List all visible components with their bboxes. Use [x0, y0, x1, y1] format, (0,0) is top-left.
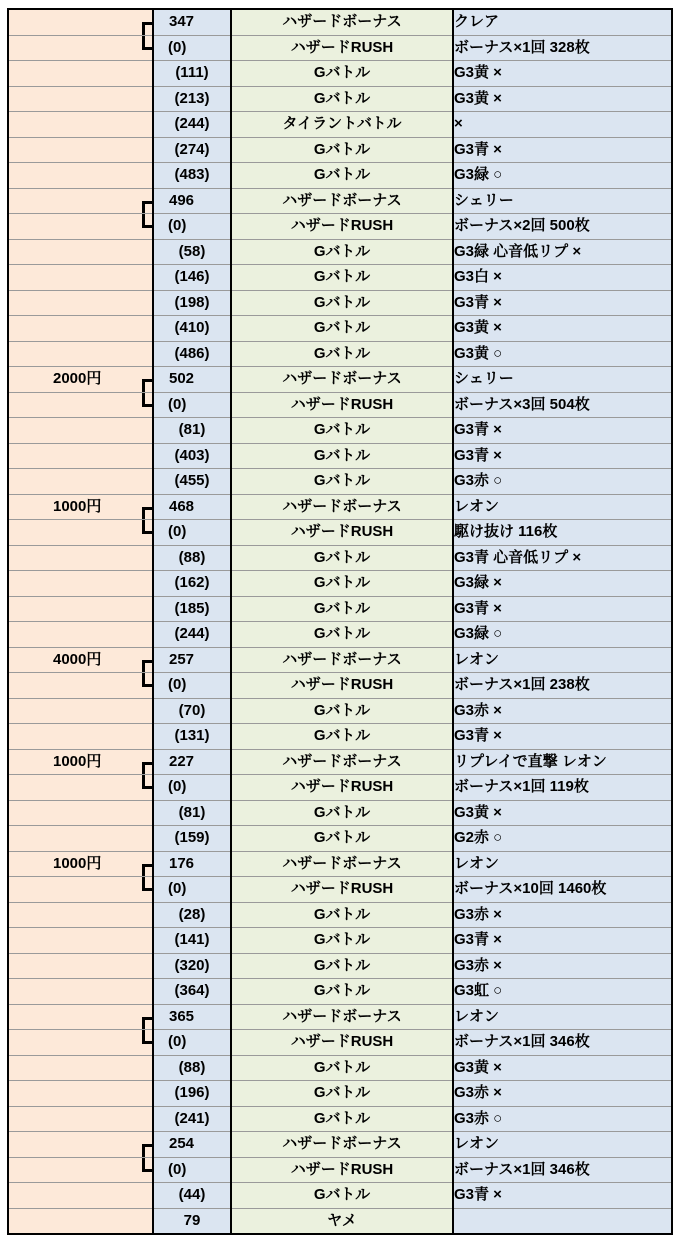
table-row — [8, 1081, 672, 1107]
table-row — [8, 724, 672, 750]
event-cell[interactable]: ハザードボーナス — [231, 9, 453, 35]
invest-amount: 2000円 — [53, 370, 102, 387]
game-count-cell[interactable]: (0) — [153, 214, 231, 240]
game-count-cell[interactable]: (410) — [153, 316, 231, 342]
invest-cell[interactable] — [8, 214, 153, 240]
game-count-cell[interactable]: (185) — [153, 596, 231, 622]
result-cell[interactable]: レオン — [453, 647, 672, 673]
bracket-top — [142, 660, 153, 673]
game-count-cell[interactable]: (162) — [153, 571, 231, 597]
invest-cell[interactable] — [8, 877, 153, 903]
bracket-bot — [142, 35, 153, 50]
invest-cell[interactable] — [8, 265, 153, 291]
result-cell[interactable]: G3虹 ○ — [453, 979, 672, 1005]
event-cell[interactable]: Gバトル — [231, 418, 453, 444]
invest-cell[interactable] — [8, 979, 153, 1005]
game-count-cell[interactable]: (241) — [153, 1106, 231, 1132]
result-cell[interactable]: G3青 心音低リプ × — [453, 545, 672, 571]
result-cell[interactable]: G3赤 × — [453, 698, 672, 724]
result-cell[interactable]: レオン — [453, 1004, 672, 1030]
invest-amount: 1000円 — [53, 752, 102, 770]
event-cell[interactable]: Gバトル — [231, 1055, 453, 1081]
table-row — [8, 622, 672, 648]
result-cell[interactable]: レオン — [453, 494, 672, 520]
invest-cell[interactable] — [8, 1132, 153, 1158]
table-row — [8, 214, 672, 240]
game-count-cell[interactable]: (0) — [153, 1157, 231, 1183]
table-row — [8, 86, 672, 112]
game-count-cell[interactable]: 227 — [153, 749, 231, 775]
result-cell[interactable]: シェリー — [453, 367, 672, 393]
event-cell[interactable]: ハザードボーナス — [231, 851, 453, 877]
game-count-cell[interactable]: (111) — [153, 61, 231, 87]
table-row — [8, 9, 672, 35]
event-cell[interactable]: Gバトル — [231, 290, 453, 316]
result-cell[interactable]: G3赤 × — [453, 902, 672, 928]
invest-cell[interactable] — [8, 1157, 153, 1183]
event-cell[interactable]: Gバトル — [231, 163, 453, 189]
table-row — [8, 392, 672, 418]
result-cell[interactable]: リプレイで直撃 レオン — [453, 749, 672, 775]
event-cell[interactable]: Gバトル — [231, 341, 453, 367]
event-cell[interactable]: Gバトル — [231, 265, 453, 291]
game-count-cell[interactable]: (0) — [153, 673, 231, 699]
invest-cell[interactable] — [8, 239, 153, 265]
invest-cell[interactable] — [8, 86, 153, 112]
event-cell[interactable]: タイラントバトル — [231, 112, 453, 138]
game-count-cell[interactable]: (131) — [153, 724, 231, 750]
bracket-bot — [142, 1030, 153, 1045]
game-count-cell[interactable]: (213) — [153, 86, 231, 112]
invest-cell[interactable] — [8, 928, 153, 954]
invest-cell[interactable] — [8, 800, 153, 826]
invest-cell[interactable] — [8, 673, 153, 699]
invest-cell[interactable] — [8, 494, 153, 520]
result-cell[interactable]: G3青 × — [453, 928, 672, 954]
game-count-cell[interactable]: (44) — [153, 1183, 231, 1209]
invest-cell[interactable] — [8, 647, 153, 673]
table-row — [8, 1208, 672, 1234]
event-cell[interactable]: Gバトル — [231, 316, 453, 342]
table-row — [8, 316, 672, 342]
table-row — [8, 851, 672, 877]
table-row — [8, 673, 672, 699]
event-cell[interactable]: Gバトル — [231, 469, 453, 495]
result-cell[interactable]: G3緑 × — [453, 571, 672, 597]
bracket-bot — [142, 214, 153, 229]
table-row — [8, 571, 672, 597]
table-row — [8, 1004, 672, 1030]
event-cell[interactable]: Gバトル — [231, 928, 453, 954]
event-cell[interactable]: Gバトル — [231, 571, 453, 597]
result-cell[interactable]: レオン — [453, 851, 672, 877]
game-count-cell[interactable]: (70) — [153, 698, 231, 724]
invest-cell[interactable] — [8, 1004, 153, 1030]
invest-cell[interactable] — [8, 724, 153, 750]
result-cell[interactable]: ボーナス×1回 119枚 — [453, 775, 672, 801]
game-count-cell[interactable]: 365 — [153, 1004, 231, 1030]
table-row — [8, 1106, 672, 1132]
table-row — [8, 418, 672, 444]
event-cell[interactable]: Gバトル — [231, 86, 453, 112]
table-row — [8, 1183, 672, 1209]
invest-cell[interactable] — [8, 749, 153, 775]
result-cell[interactable]: 駆け抜け 116枚 — [453, 520, 672, 546]
table-row — [8, 698, 672, 724]
result-cell[interactable]: G3白 × — [453, 265, 672, 291]
invest-cell[interactable] — [8, 902, 153, 928]
table-row — [8, 979, 672, 1005]
event-cell[interactable]: ハザードボーナス — [231, 1004, 453, 1030]
game-count-cell[interactable]: (403) — [153, 443, 231, 469]
event-cell[interactable]: Gバトル — [231, 239, 453, 265]
invest-cell[interactable] — [8, 1183, 153, 1209]
invest-cell[interactable] — [8, 392, 153, 418]
table-row — [8, 520, 672, 546]
result-cell[interactable]: G3黄 ○ — [453, 341, 672, 367]
result-cell[interactable]: G3赤 ○ — [453, 469, 672, 495]
result-cell[interactable]: × — [453, 112, 672, 138]
table-row — [8, 596, 672, 622]
invest-cell[interactable] — [8, 545, 153, 571]
bracket-bot — [142, 392, 153, 407]
play-log-table — [7, 8, 673, 1235]
event-cell[interactable]: Gバトル — [231, 902, 453, 928]
event-cell[interactable]: ハザードボーナス — [231, 1132, 453, 1158]
result-cell[interactable]: G3青 × — [453, 596, 672, 622]
invest-cell[interactable] — [8, 316, 153, 342]
invest-cell[interactable] — [8, 1030, 153, 1056]
invest-cell[interactable] — [8, 953, 153, 979]
bracket-top — [142, 379, 153, 392]
event-cell[interactable]: ハザードボーナス — [231, 494, 453, 520]
invest-cell[interactable] — [8, 290, 153, 316]
table-row — [8, 443, 672, 469]
event-cell[interactable]: Gバトル — [231, 979, 453, 1005]
table-row — [8, 35, 672, 61]
invest-cell[interactable] — [8, 367, 153, 393]
result-cell[interactable]: G3赤 × — [453, 953, 672, 979]
invest-cell[interactable] — [8, 520, 153, 546]
table-row — [8, 1157, 672, 1183]
invest-cell[interactable] — [8, 112, 153, 138]
table-row — [8, 545, 672, 571]
table-row — [8, 928, 672, 954]
game-count-cell[interactable]: (159) — [153, 826, 231, 852]
game-count-cell[interactable]: (0) — [153, 392, 231, 418]
result-cell[interactable]: G3黄 × — [453, 316, 672, 342]
game-count-cell[interactable]: (0) — [153, 1030, 231, 1056]
invest-cell[interactable] — [8, 137, 153, 163]
game-count-cell[interactable]: (486) — [153, 341, 231, 367]
result-cell[interactable]: G3黄 × — [453, 86, 672, 112]
table-row — [8, 902, 672, 928]
event-cell[interactable]: Gバトル — [231, 953, 453, 979]
invest-amount: 1000円 — [53, 497, 102, 515]
table-row — [8, 1055, 672, 1081]
invest-cell[interactable] — [8, 851, 153, 877]
bracket-top — [142, 762, 153, 775]
invest-cell[interactable] — [8, 775, 153, 801]
table-row — [8, 290, 672, 316]
result-cell[interactable]: G3青 × — [453, 290, 672, 316]
table-row — [8, 112, 672, 138]
invest-cell[interactable] — [8, 9, 153, 35]
event-cell[interactable]: Gバトル — [231, 800, 453, 826]
game-count-cell[interactable]: 468 — [153, 494, 231, 520]
event-cell[interactable]: ハザードボーナス — [231, 188, 453, 214]
result-cell[interactable]: G3赤 × — [453, 1081, 672, 1107]
bracket-top — [142, 1017, 153, 1030]
table-row — [8, 239, 672, 265]
play-log-body — [8, 9, 672, 1234]
invest-cell[interactable] — [8, 163, 153, 189]
game-count-cell[interactable]: (455) — [153, 469, 231, 495]
game-count-cell[interactable]: (0) — [153, 520, 231, 546]
result-cell[interactable]: G3黄 × — [453, 61, 672, 87]
game-count-cell[interactable]: (0) — [153, 775, 231, 801]
table-row — [8, 647, 672, 673]
invest-cell[interactable] — [8, 596, 153, 622]
table-row — [8, 265, 672, 291]
table-row — [8, 1132, 672, 1158]
invest-cell[interactable] — [8, 571, 153, 597]
game-count-cell[interactable]: (81) — [153, 418, 231, 444]
game-count-cell[interactable]: (28) — [153, 902, 231, 928]
bracket-bot — [142, 1157, 153, 1172]
event-cell[interactable]: Gバトル — [231, 545, 453, 571]
table-row — [8, 163, 672, 189]
game-count-cell[interactable]: (81) — [153, 800, 231, 826]
game-count-cell[interactable]: (0) — [153, 35, 231, 61]
bracket-top — [142, 201, 153, 214]
result-cell[interactable]: G3緑 ○ — [453, 622, 672, 648]
result-cell[interactable]: ボーナス×10回 1460枚 — [453, 877, 672, 903]
game-count-cell[interactable]: (320) — [153, 953, 231, 979]
game-count-cell[interactable]: (196) — [153, 1081, 231, 1107]
invest-cell[interactable] — [8, 61, 153, 87]
invest-cell[interactable] — [8, 35, 153, 61]
invest-cell[interactable] — [8, 826, 153, 852]
result-cell[interactable]: G3緑 ○ — [453, 163, 672, 189]
game-count-cell[interactable]: (146) — [153, 265, 231, 291]
game-count-cell[interactable]: (58) — [153, 239, 231, 265]
result-cell[interactable]: ボーナス×1回 346枚 — [453, 1157, 672, 1183]
event-cell[interactable]: ハザードボーナス — [231, 647, 453, 673]
game-count-cell[interactable]: 257 — [153, 647, 231, 673]
result-cell[interactable]: G3赤 ○ — [453, 1106, 672, 1132]
event-cell[interactable]: ハザードRUSH — [231, 520, 453, 546]
game-count-cell[interactable]: 176 — [153, 851, 231, 877]
bracket-bot — [142, 775, 153, 790]
result-cell[interactable]: ボーナス×3回 504枚 — [453, 392, 672, 418]
game-count-cell[interactable]: (483) — [153, 163, 231, 189]
invest-cell[interactable] — [8, 1208, 153, 1234]
table-row — [8, 800, 672, 826]
invest-cell[interactable] — [8, 418, 153, 444]
table-row — [8, 953, 672, 979]
invest-cell[interactable] — [8, 1081, 153, 1107]
table-row — [8, 494, 672, 520]
table-row — [8, 367, 672, 393]
table-row — [8, 775, 672, 801]
result-cell[interactable]: G3青 × — [453, 418, 672, 444]
invest-cell[interactable] — [8, 341, 153, 367]
table-row — [8, 749, 672, 775]
bracket-top — [142, 22, 153, 35]
table-row — [8, 341, 672, 367]
result-cell[interactable]: G3青 × — [453, 724, 672, 750]
invest-amount: 4000円 — [53, 650, 102, 668]
event-cell[interactable]: Gバトル — [231, 443, 453, 469]
invest-cell[interactable] — [8, 1106, 153, 1132]
table-row — [8, 826, 672, 852]
game-count-cell[interactable]: (244) — [153, 622, 231, 648]
table-row — [8, 877, 672, 903]
result-cell[interactable]: クレア — [453, 9, 672, 35]
game-count-cell[interactable]: (244) — [153, 112, 231, 138]
bracket-bot — [142, 877, 153, 892]
event-cell[interactable]: Gバトル — [231, 1081, 453, 1107]
result-cell[interactable]: G3緑 心音低リプ × — [453, 239, 672, 265]
event-cell[interactable]: ハザードRUSH — [231, 214, 453, 240]
game-count-cell[interactable]: (198) — [153, 290, 231, 316]
result-cell[interactable]: G3黄 × — [453, 800, 672, 826]
table-row — [8, 1030, 672, 1056]
event-cell[interactable]: Gバトル — [231, 137, 453, 163]
game-count-cell[interactable]: (88) — [153, 545, 231, 571]
event-cell[interactable]: Gバトル — [231, 698, 453, 724]
result-cell[interactable]: G3青 × — [453, 443, 672, 469]
table-row — [8, 61, 672, 87]
result-cell[interactable]: G3青 × — [453, 1183, 672, 1209]
event-cell[interactable]: ハザードRUSH — [231, 1157, 453, 1183]
result-cell[interactable]: G2赤 ○ — [453, 826, 672, 852]
event-cell[interactable]: ハザードRUSH — [231, 1030, 453, 1056]
bracket-bot — [142, 520, 153, 535]
table-row — [8, 188, 672, 214]
table-row — [8, 137, 672, 163]
invest-amount: 1000円 — [53, 854, 102, 872]
invest-cell[interactable] — [8, 469, 153, 495]
event-cell[interactable]: ハザードRUSH — [231, 775, 453, 801]
game-count-cell[interactable]: 254 — [153, 1132, 231, 1158]
game-count-cell[interactable]: 347 — [153, 9, 231, 35]
bracket-bot — [142, 673, 153, 688]
event-cell[interactable]: Gバトル — [231, 622, 453, 648]
result-cell[interactable]: ボーナス×2回 500枚 — [453, 214, 672, 240]
result-cell[interactable]: ボーナス×1回 238枚 — [453, 673, 672, 699]
table-row — [8, 469, 672, 495]
bracket-top — [142, 1144, 153, 1157]
invest-cell[interactable] — [8, 188, 153, 214]
result-cell[interactable]: ボーナス×1回 346枚 — [453, 1030, 672, 1056]
game-count-cell[interactable]: 502 — [153, 367, 231, 393]
result-cell[interactable]: G3黄 × — [453, 1055, 672, 1081]
game-count-cell[interactable]: 79 — [153, 1208, 231, 1234]
event-cell[interactable]: ハザードボーナス — [231, 367, 453, 393]
invest-cell[interactable] — [8, 1055, 153, 1081]
event-cell[interactable]: ハザードボーナス — [231, 749, 453, 775]
bracket-top — [142, 864, 153, 877]
result-cell[interactable]: シェリー — [453, 188, 672, 214]
event-cell[interactable]: Gバトル — [231, 724, 453, 750]
event-cell[interactable]: Gバトル — [231, 1183, 453, 1209]
bracket-top — [142, 507, 153, 520]
event-cell[interactable]: ハザードRUSH — [231, 35, 453, 61]
game-count-cell[interactable]: (0) — [153, 877, 231, 903]
event-cell[interactable]: Gバトル — [231, 596, 453, 622]
game-count-cell[interactable]: (88) — [153, 1055, 231, 1081]
result-cell[interactable]: G3青 × — [453, 137, 672, 163]
result-cell[interactable]: レオン — [453, 1132, 672, 1158]
event-cell[interactable]: ハザードRUSH — [231, 392, 453, 418]
result-cell[interactable] — [453, 1208, 672, 1234]
result-cell[interactable]: ボーナス×1回 328枚 — [453, 35, 672, 61]
game-count-cell[interactable]: (364) — [153, 979, 231, 1005]
event-cell[interactable]: Gバトル — [231, 61, 453, 87]
event-cell[interactable]: ハザードRUSH — [231, 877, 453, 903]
event-cell[interactable]: Gバトル — [231, 1106, 453, 1132]
game-count-cell[interactable]: (141) — [153, 928, 231, 954]
event-cell[interactable]: Gバトル — [231, 826, 453, 852]
invest-cell[interactable] — [8, 698, 153, 724]
game-count-cell[interactable]: 496 — [153, 188, 231, 214]
game-count-cell[interactable]: (274) — [153, 137, 231, 163]
invest-cell[interactable] — [8, 622, 153, 648]
event-cell[interactable]: ハザードRUSH — [231, 673, 453, 699]
invest-cell[interactable] — [8, 443, 153, 469]
event-cell[interactable]: ヤメ — [231, 1208, 453, 1234]
